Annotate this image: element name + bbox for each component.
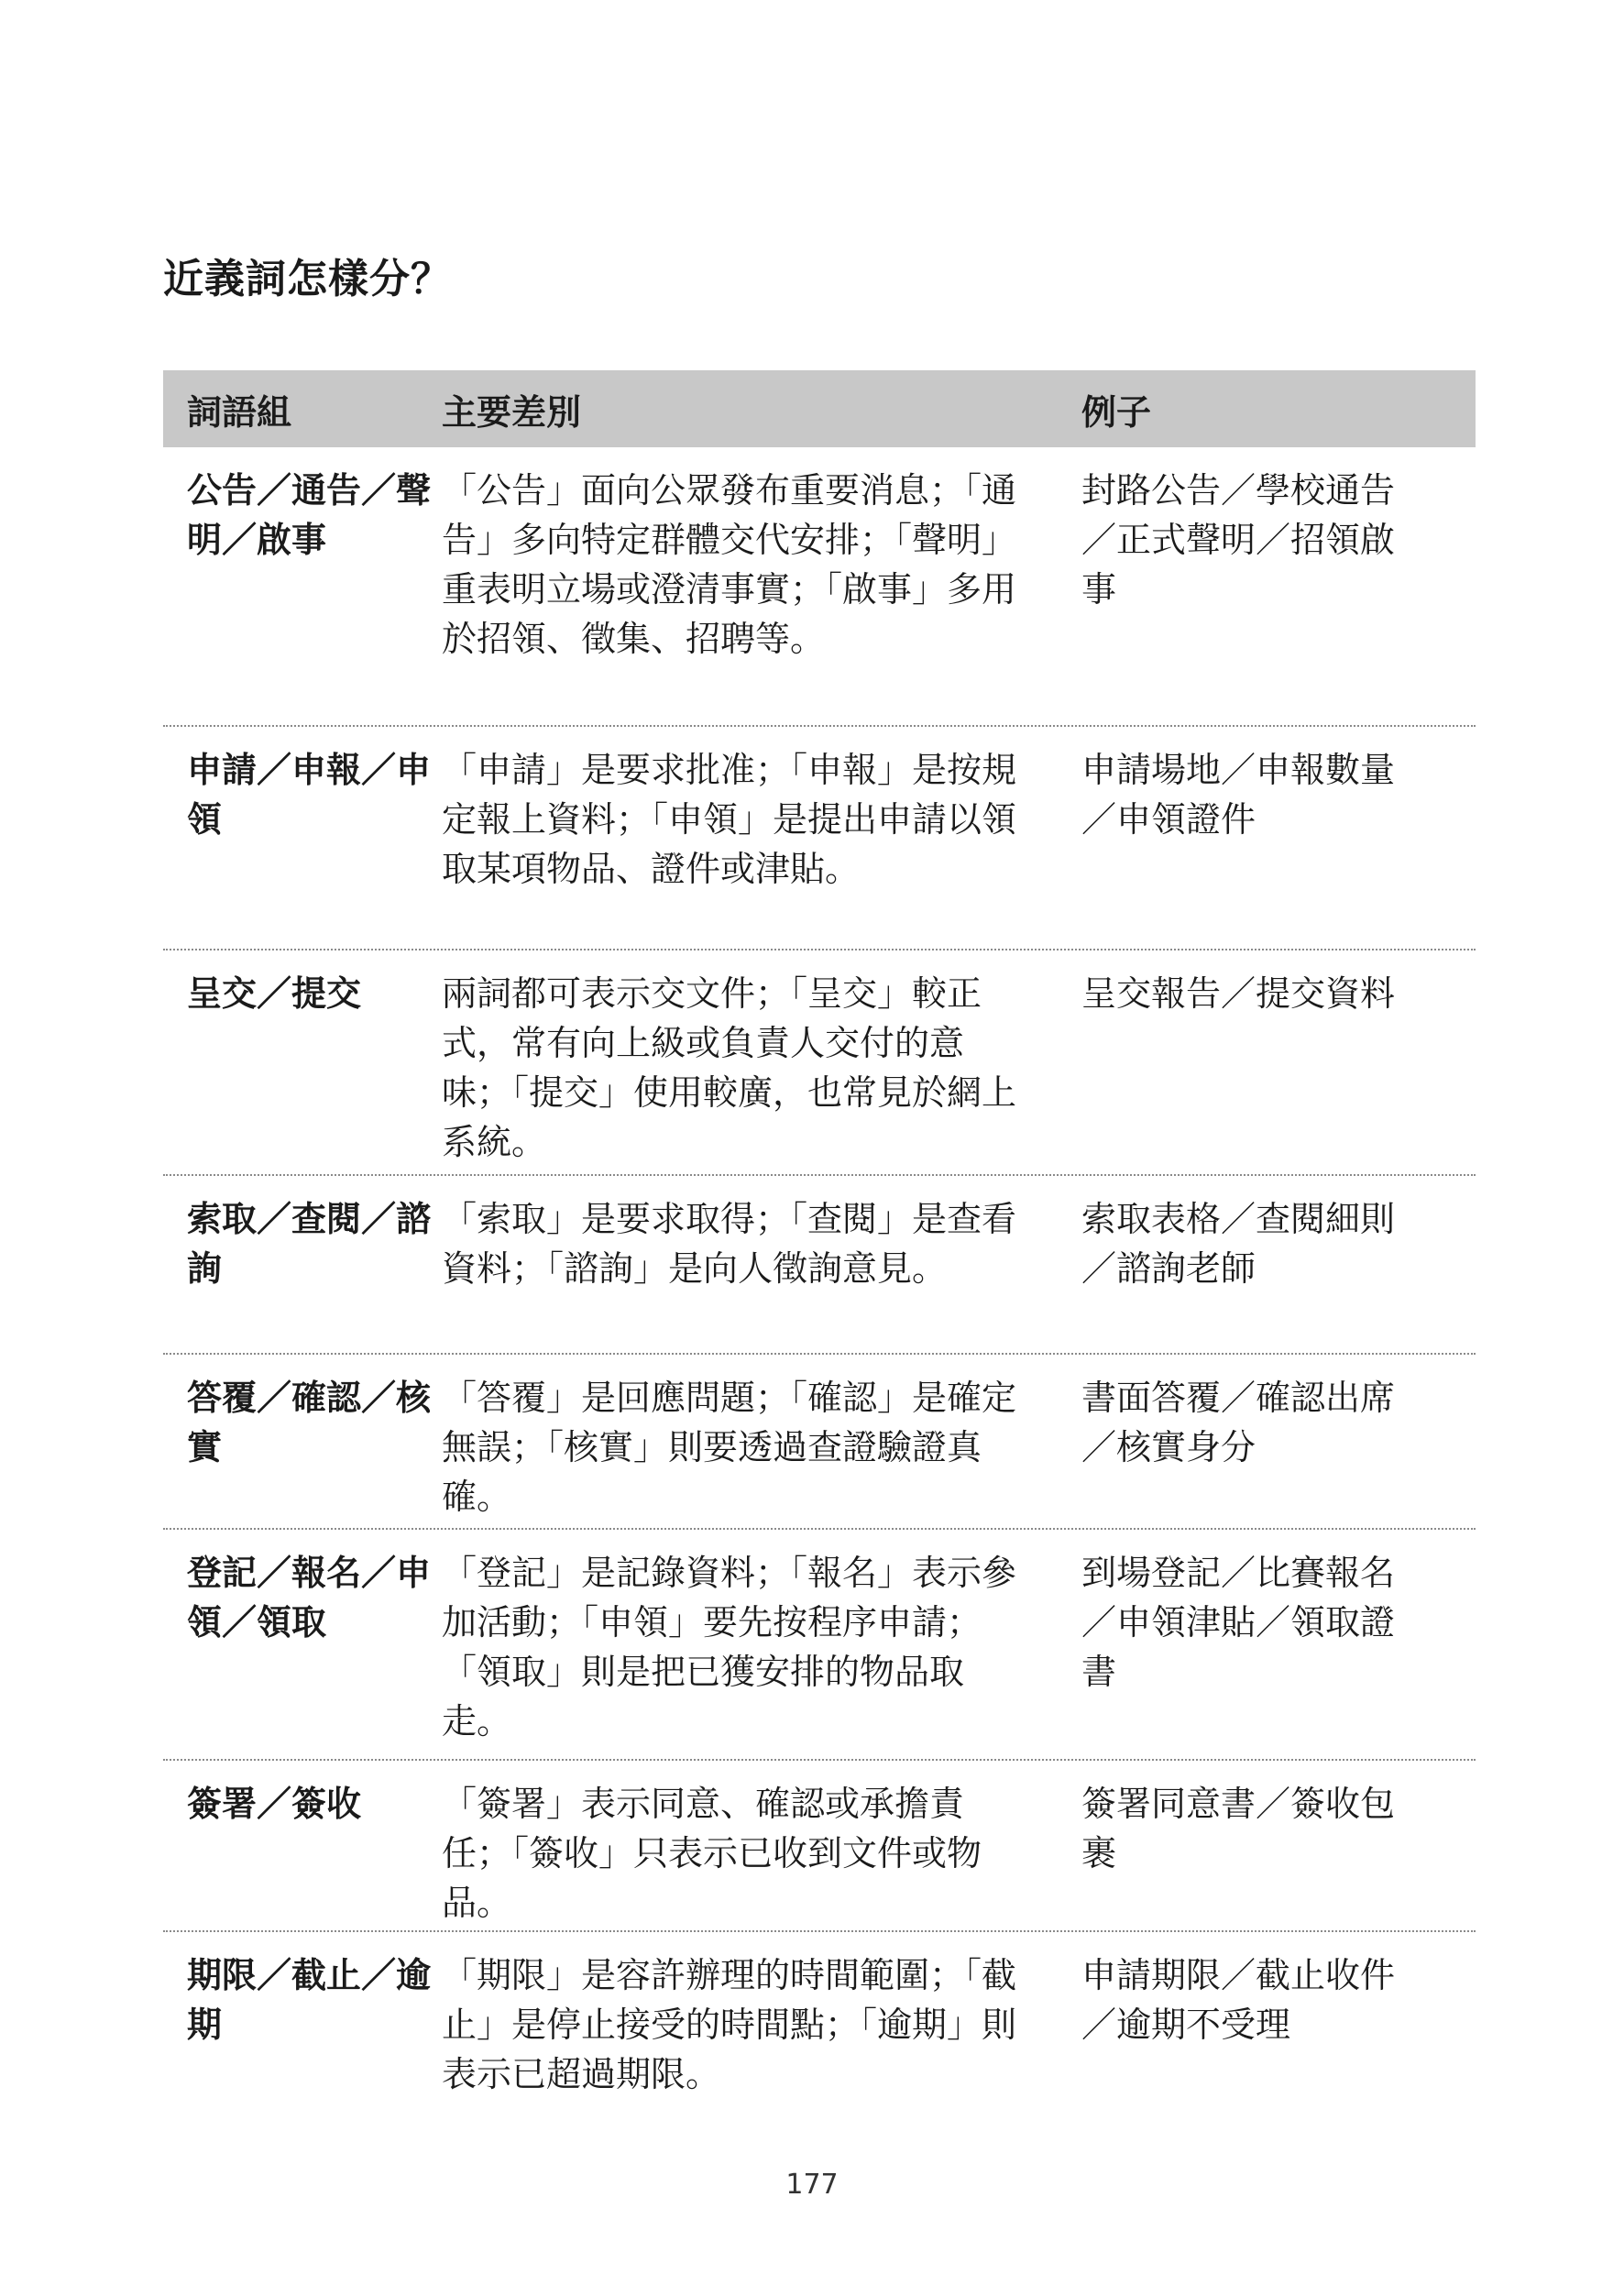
table-row [163,1176,1476,1355]
example-text: 到場登記／比賽報名／申領津貼／領取證書 [1081,1553,1396,1692]
table-row [163,727,1476,950]
example-text: 封路公告／學校通告／正式聲明／招領啟事 [1081,470,1396,610]
word-group: 簽署／簽收 [187,1784,362,1824]
word-group: 登記／報名／申領／領取 [187,1553,432,1642]
word-group: 申請／申報／申領 [187,750,432,840]
table-row [163,1761,1476,1932]
difference-text: 「期限」是容許辦理的時間範圍；「截止」是停止接受的時間點；「逾期」則表示已超過期限。 [442,1955,1017,2094]
word-group: 答覆／確認／核實 [187,1378,432,1467]
difference-text: 「申請」是要求批准；「申報」是按規定報上資料；「申領」是提出申請以領取某項物品、證件或津貼。 [442,750,1017,889]
example-text: 簽署同意書／簽收包裹 [1081,1784,1396,1873]
header-example: 例子 [1081,391,1152,433]
header-group: 詞語組 [187,391,292,433]
word-group: 索取／查閱／諮詢 [187,1199,432,1289]
table-header [163,370,1476,447]
difference-text: 「索取」是要求取得；「查閱」是查看資料；「諮詢」是向人徵詢意見。 [442,1199,1017,1289]
word-group: 呈交／提交 [187,973,362,1014]
table-row [163,950,1476,1176]
example-text: 申請期限／截止收件／逾期不受理 [1081,1955,1396,2045]
synonym-table [163,370,1476,2115]
table-row [163,1355,1476,1530]
difference-text: 「簽署」表示同意、確認或承擔責任；「簽收」只表示已收到文件或物品。 [442,1784,982,1923]
difference-text: 兩詞都可表示交文件；「呈交」較正式，常有向上級或負責人交付的意味；「提交」使用較廣，也常見於網上系統。 [442,973,1017,1162]
word-group: 期限／截止／逾期 [187,1955,432,2045]
example-text: 索取表格／查閱細則／諮詢老師 [1081,1199,1396,1289]
table-row [163,447,1476,727]
header-difference: 主要差別 [442,391,582,433]
difference-text: 「登記」是記錄資料；「報名」表示參加活動；「申領」要先按程序申請；「領取」則是把已獲安排的物品取走。 [442,1553,1017,1741]
example-text: 書面答覆／確認出席／核實身分 [1081,1378,1396,1467]
word-group: 公告／通告／聲明／啟事 [187,470,432,560]
example-text: 呈交報告／提交資料 [1081,973,1396,1014]
example-text: 申請場地／申報數量／申領證件 [1081,750,1396,840]
page-title: 近義詞怎樣分？ [163,256,452,302]
page-number: 177 [785,2169,839,2201]
table-row [163,1530,1476,1761]
difference-text: 「答覆」是回應問題；「確認」是確定無誤；「核實」則要透過查證驗證真確。 [442,1378,1017,1517]
difference-text: 「公告」面向公眾發布重要消息；「通告」多向特定群體交代安排；「聲明」重表明立場或澄清事實；「啟事」多用於招領、徵集、招聘等。 [442,470,1017,659]
table-row [163,1932,1476,2115]
